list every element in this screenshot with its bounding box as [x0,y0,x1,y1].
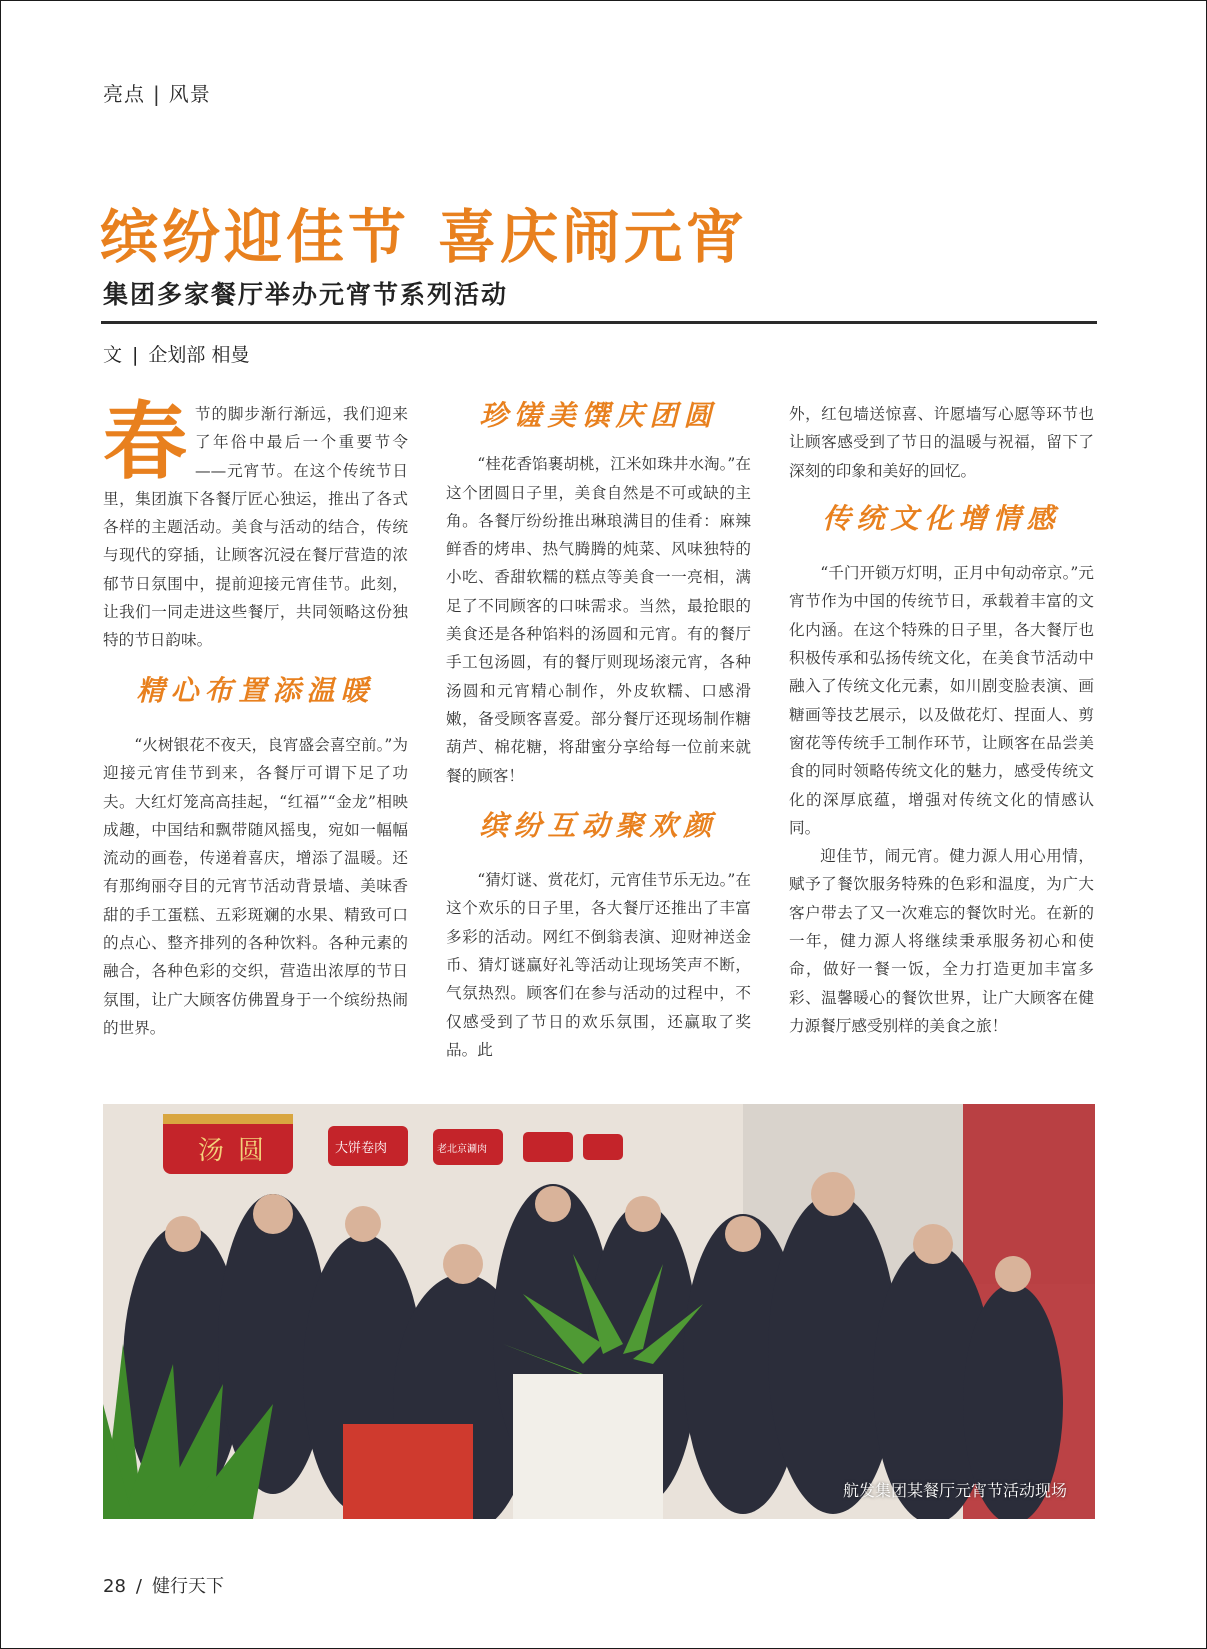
article-title [100,190,748,274]
section-body-interaction-continued: 外，红包墙送惊喜、许愿墙写心愿等环节也让顾客感受到了节日的温暖与祝福，留下了深刻的印象和美好的回忆。 [789,405,1094,480]
column-3 [789,400,1094,1040]
footer-separator: / [135,1576,142,1597]
event-photo [103,1104,1095,1519]
section-body-food: “桂花香馅裹胡桃，江米如珠井水淘。”在这个团圆日子里，美食自然是不可或缺的主角。各餐厅纷纷推出琳琅满目的佳肴：麻辣鲜香的烤串、热气腾腾的炖菜、风味独特的小吃、香甜软糯的糕点等美食一一亮相，满足了不同顾客的口味需求。当然，最抢眼的美食还是各种馅料的汤圆和元宵。有的餐厅手工包汤圆，有的餐厅则现场滚元宵，各种汤圆和元宵精心制作，外皮软糯、口感滑嫩，备受顾客喜爱。部分餐厅还现场制作糖葫芦、棉花糖，将甜蜜分享给每一位前来就餐的顾客！ [446,455,751,785]
drop-cap: 春 [103,392,188,491]
section-heading-food: 珍馐美馔庆团圆 [479,399,718,432]
byline-label: 文 [103,344,123,366]
section-heading-interaction: 缤纷互动聚欢颜 [479,808,718,842]
byline-separator: | [132,344,139,366]
magazine-name: 健行天下 [151,1576,224,1597]
title-part2: 喜庆闹元宵 [438,203,749,271]
article-subtitle: 集团多家餐厅举办元宵节系列活动 [103,280,509,309]
section-body-interaction: “猜灯谜、赏花灯，元宵佳节乐无边。”在这个欢乐的日子里，各大餐厅还推出了丰富多彩的活动。网红不倒翁表演、迎财神送金币、猜灯谜赢好礼等活动让现场笑声不断，气氛热烈。顾客们在参与活动的过程中，不仅感受到了节日的欢乐氛围，还赢取了奖品。此 [446,871,751,1059]
stall-sign-tangyuan [163,1114,293,1174]
stall-sign-dabing [328,1126,408,1166]
byline [103,340,249,367]
intro-paragraph [103,392,408,655]
section-tag [103,78,211,107]
sign-shuanrou: 老北京涮肉 [437,1144,487,1155]
section-body-culture: “千门开锁万灯明，正月中旬动帝京。”元宵节作为中国的传统节日，承载着丰富的文化内涵。在这个特殊的日子里，各大餐厅也积极传承和弘扬传统文化，在美食节活动中融入了传统文化元素，如川剧变脸表演、画糖画等技艺展示，以及做花灯、捏面人、剪窗花等传统手工制作环节，让顾客在品尝美食的同时领略传统文化的魅力，感受传统文化的深厚底蕴，增强对传统文化的情感认同。 [789,564,1094,837]
page-number: 28 [103,1576,126,1597]
section-heading-culture: 传统文化增情感 [822,501,1061,535]
closing-paragraph: 迎佳节，闹元宵。健力源人用心用情，赋予了餐饮服务特殊的色彩和温度，为广大客户带去了又一次难忘的餐饮时光。在新的一年，健力源人将继续秉承服务初心和使命，做好一餐一饭，全力打造更加丰富多彩、温馨暖心的餐饮世界，让广大顾客在健力源餐厅感受别样的美食之旅！ [789,847,1094,1035]
column-2 [446,400,751,1064]
stall-sign-shuanrou [433,1129,503,1165]
sign-char-1: 汤 [198,1136,225,1166]
sign-char-2: 圆 [238,1136,265,1166]
subsection-label: 风景 [168,82,211,106]
section-label: 亮点 [103,82,145,106]
page-footer [103,1572,224,1598]
photo-illustration [103,1104,1095,1519]
title-divider [101,321,1097,324]
byline-author: 企划部 相曼 [148,344,250,366]
photo-caption: 航发集团某餐厅元宵节活动现场 [842,1481,1067,1500]
section-separator: | [153,82,161,106]
title-part1: 缤纷迎佳节 [100,203,411,271]
sign-dabing: 大饼卷肉 [335,1141,388,1156]
section-body-decor: “火树银花不夜天，良宵盛会喜空前。”为迎接元宵佳节到来，各餐厅可谓下足了功夫。大红灯笼高高挂起，“红福”“金龙”相映成趣，中国结和飘带随风摇曳，宛如一幅幅流动的画卷，传递着喜庆，增添了温暖。还有那绚丽夺目的元宵节活动背景墙、美味香甜的手工蛋糕、五彩斑斓的水果、精致可口的点心、整齐排列的各种饮料。各种元素的融合，各种色彩的交织，营造出浓厚的节日氛围，让广大顾客仿佛置身于一个缤纷热闹的世界。 [103,735,408,1037]
section-heading-decor: 精心布置添温暖 [136,673,375,707]
column-1 [103,392,408,1042]
intro-text: 节的脚步渐行渐远，我们迎来了年俗中最后一个重要节令——元宵节。在这个传统节日里，集团旗下各餐厅匠心独运，推出了各式各样的主题活动。美食与活动的结合，传统与现代的穿插，让顾客沉浸在餐厅营造的浓郁节日氛围中，提前迎接元宵佳节。此刻，让我们一同走进这些餐厅，共同领略这份独特的节日韵味。 [103,405,408,650]
